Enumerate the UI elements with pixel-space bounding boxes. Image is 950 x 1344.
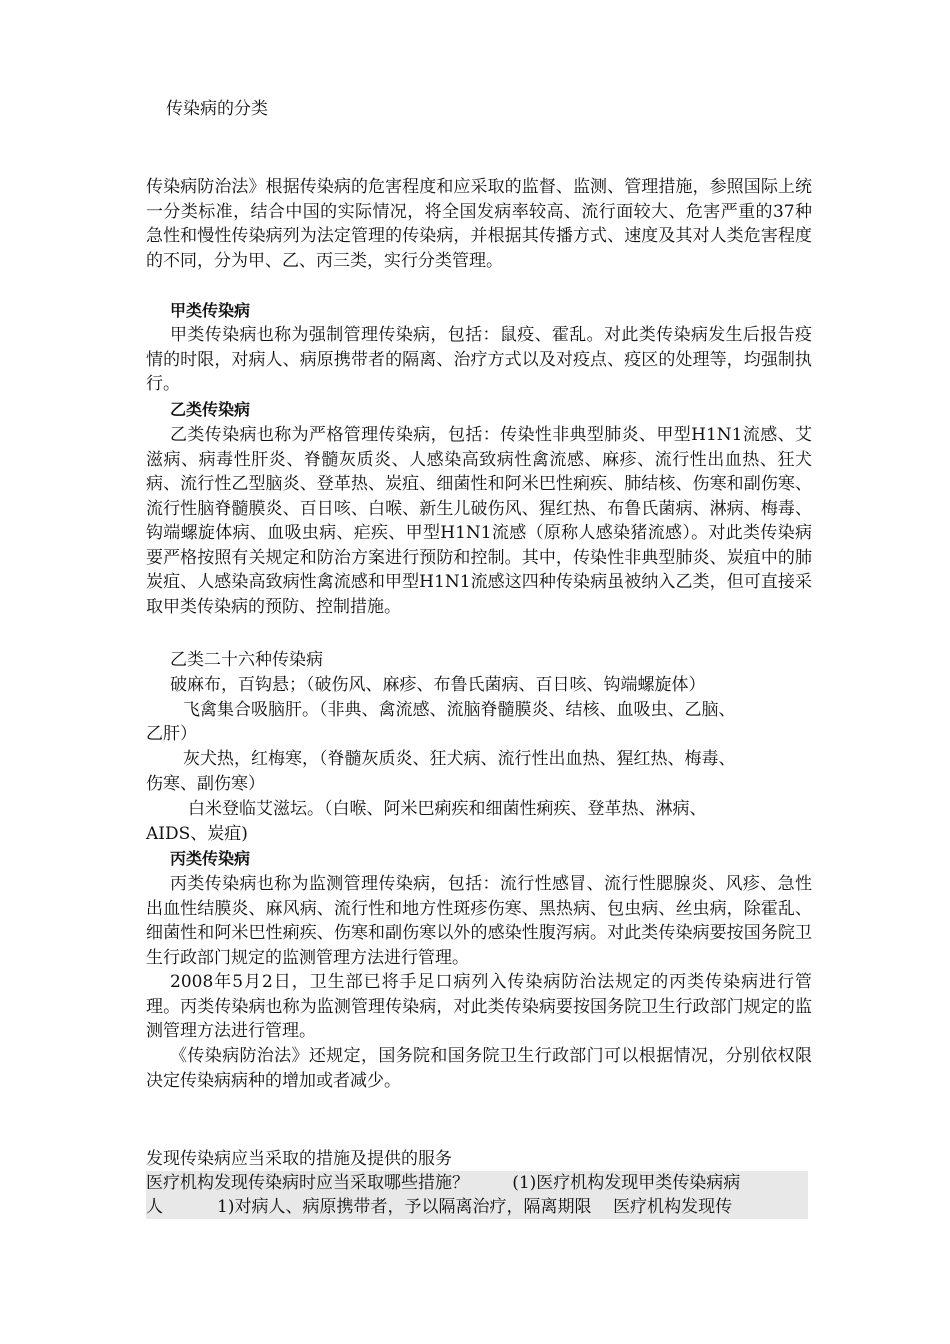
class-b-paragraph: 乙类传染病也称为严格管理传染病，包括：传染性非典型肺炎、甲型H1N1流感、艾滋病、病毒性肝炎、脊髓灰质炎、人感染高致病性禽流感、麻疹、流行性出血热、狂犬病、流行性乙型脑炎、登革热、炭疽、细菌性和阿米巴性痢疾、肺结核、伤寒和副伤寒、流行性脑脊髓膜炎、百日咳、白喉、新生儿破伤风、猩红热、布鲁氏菌病、淋病、梅毒、钩端螺旋体病、血吸虫病、疟疾、甲型H1N1流感（原称人感染猪流感）。对此类传染病要严格按照有关规定和防治方案进行预防和控制。其中，传染性非典型肺炎、炭疽中的肺炭疽、人感染高致病性禽流感和甲型H1N1流感这四种传染病虽被纳入乙类，但可直接采取甲类传染病的预防、控制措施。	[146, 425, 812, 617]
measures-heading: 发现传染病应当采取的措施及提供的服务	[146, 1149, 452, 1169]
intro-paragraph: 传染病防治法》根据传染病的危害程度和应采取的监督、监测、管理措施，参照国际上统一分类标准，结合中国的实际情况，将全国发病率较高、流行面较大、危害严重的37种急性和慢性传染病列为法定管理的传染病，并根据其传播方式、速度及其对人类危害程度的不同，分为甲、乙、丙三类，实行分类管理。	[146, 177, 812, 271]
law-paragraph: 《传染病防治法》还规定，国务院和国务院卫生行政部门可以根据情况，分别依权限决定传染病病种的增加或者减少。	[146, 1046, 812, 1091]
mnemonic-line-3-cont: 伤寒、副伤寒）	[146, 774, 265, 794]
class-c-paragraph: 丙类传染病也称为监测管理传染病，包括：流行性感冒、流行性腮腺炎、风疹、急性出血性结膜炎、麻风病、流行性和地方性斑疹伤寒、黑热病、包虫病、丝虫病，除霍乱、细菌性和阿米巴性痢疾、伤寒和副伤寒以外的感染性腹泻病。对此类传染病要按国务院卫生行政部门规定的监测管理方法进行管理。	[146, 874, 812, 968]
class-b-heading: 乙类传染病	[170, 400, 251, 419]
mnemonic-line-3: 灰犬热，红梅寒，（脊髓灰质炎、狂犬病、流行性出血热、猩红热、梅毒、	[183, 749, 736, 769]
class-c-heading: 丙类传染病	[170, 849, 251, 868]
measures-line-1: 医疗机构发现传染病时应当采取哪些措施？ (1)医疗机构发现甲类传染病病	[146, 1171, 808, 1195]
mnemonic-line-2-cont: 乙肝）	[146, 724, 197, 744]
mnemonic-line-1: 破麻布，百钩悬；（破伤风、麻疹、布鲁氏菌病、百日咳、钩端螺旋体）	[170, 675, 706, 695]
class-a-heading: 甲类传染病	[170, 301, 251, 320]
class-a-paragraph: 甲类传染病也称为强制管理传染病，包括：鼠疫、霍乱。对此类传染病发生后报告疫情的时限，对病人、病原携带者的隔离、治疗方式以及对疫点、疫区的处理等，均强制执行。	[146, 325, 812, 394]
hfmd-update-paragraph: 2008年5月2日，卫生部已将手足口病列入传染病防治法规定的丙类传染病进行管理。丙类传染病也称为监测管理传染病，对此类传染病要按国务院卫生行政部门规定的监测管理方法进行管理。	[146, 972, 812, 1041]
measures-line-2: 人 1)对病人、病原携带者，予以隔离治疗，隔离期限 医疗机构发现传	[146, 1195, 808, 1219]
page-title: 传染病的分类	[166, 99, 268, 119]
mnemonic-line-2: 飞禽集合吸脑肝。（非典、禽流感、流脑脊髓膜炎、结核、血吸虫、乙脑、	[183, 700, 736, 720]
mnemonic-line-4: 白米登临艾滋坛。（白喉、阿米巴痢疾和细菌性痢疾、登革热、淋病、	[188, 799, 707, 819]
mnemonic-line-4-cont: AIDS、炭疽)	[146, 824, 248, 844]
mnemonic-title: 乙类二十六种传染病	[170, 650, 323, 670]
